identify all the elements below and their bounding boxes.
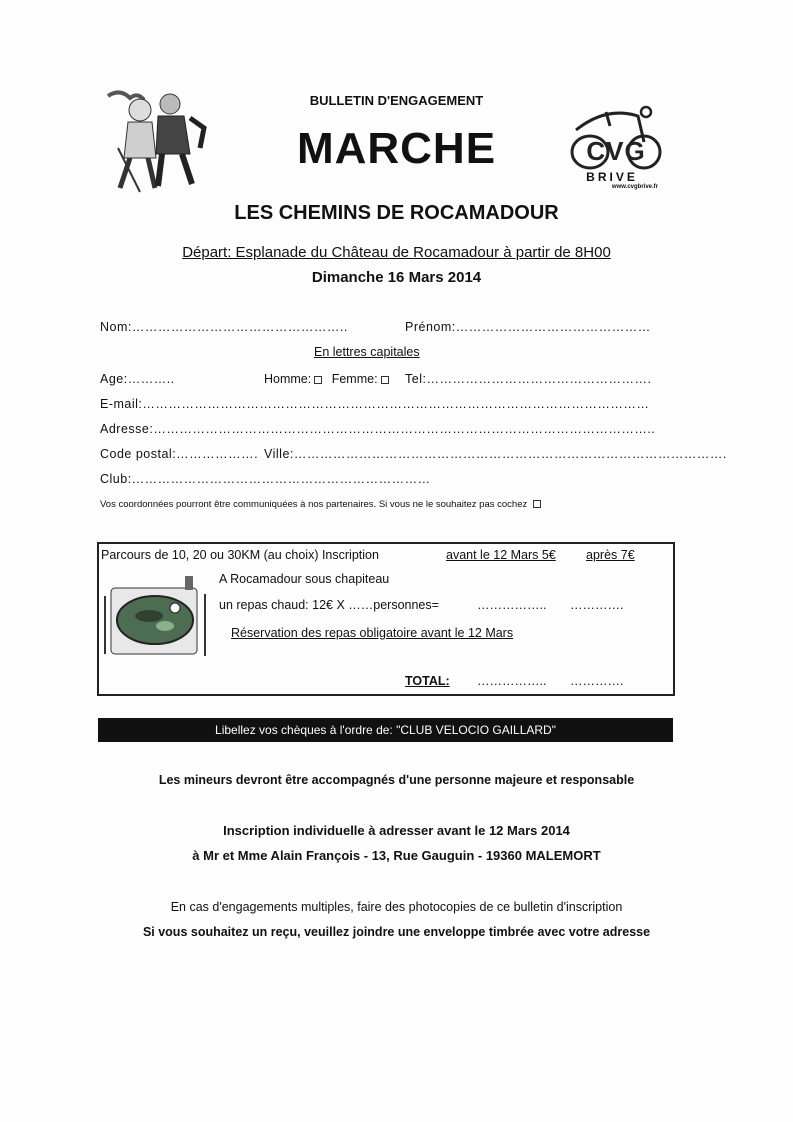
- partners-checkbox[interactable]: [533, 500, 541, 508]
- repas-text: un repas chaud: 12€ X ……personnes=: [219, 598, 439, 612]
- multiples-notice: En cas d'engagements multiples, faire des photocopies de ce bulletin d'inscription: [170, 900, 623, 914]
- capitals-note: En lettres capitales: [314, 345, 420, 359]
- page-title: MARCHE: [296, 124, 497, 173]
- depart-line: Départ: Esplanade du Château de Rocamadour à partir de 8H00: [182, 244, 611, 261]
- cheque-instructions-bar: Libellez vos chèques à l'ordre de: "CLUB VELOCIO GAILLARD": [98, 718, 673, 742]
- adresse-field[interactable]: Adresse:……………………………………………………………………………………………………..: [100, 422, 656, 436]
- mailing-address: à Mr et Mme Alain François - 13, Rue Gauguin - 19360 MALEMORT: [192, 848, 601, 863]
- pricing-box: [97, 542, 675, 696]
- logo-website: www.cvgbrive.fr: [611, 184, 658, 190]
- parcours-text: Parcours de 10, 20 ou 30KM (au choix) Inscription: [101, 548, 379, 562]
- repas-amount-1[interactable]: ……………..: [477, 598, 547, 612]
- event-title: LES CHEMINS DE ROCAMADOUR: [234, 202, 559, 224]
- total-label: TOTAL:: [405, 674, 450, 688]
- logo-city: BRIVE: [586, 170, 638, 184]
- price-before: avant le 12 Mars 5€: [446, 548, 556, 562]
- tel-field[interactable]: Tel:…………………………………………….: [405, 372, 652, 386]
- partners-note: Vos coordonnées pourront être communiquées à nos partenaires. Si vous ne le souhaitez pas cochez: [100, 499, 528, 510]
- nom-field[interactable]: Nom:…………………………………………..: [100, 320, 348, 334]
- cvg-brive-logo: [566, 102, 666, 202]
- email-field[interactable]: E-mail:………………………………………………………………………………………………………: [100, 397, 650, 411]
- total-amount-2[interactable]: ………….: [570, 674, 624, 688]
- inscription-deadline: Inscription individuelle à adresser avant le 12 Mars 2014: [223, 823, 570, 838]
- club-field[interactable]: Club:……………………………………………………………: [100, 472, 431, 486]
- femme-label: Femme:: [331, 372, 378, 386]
- mineurs-notice: Les mineurs devront être accompagnés d'une personne majeure et responsable: [158, 773, 635, 787]
- total-amount-1[interactable]: ……………..: [477, 674, 547, 688]
- partners-opt-out: [100, 499, 543, 510]
- homme-label: Homme:: [264, 372, 312, 386]
- meal-plate-icon: [101, 574, 213, 662]
- prenom-field[interactable]: Prénom:………………………………………: [405, 320, 651, 334]
- code-postal-field[interactable]: Code postal:……………….: [100, 447, 259, 461]
- logo-letters: CVG: [586, 136, 646, 166]
- repas-amount-2[interactable]: ………….: [570, 598, 624, 612]
- age-field[interactable]: Age:………..: [100, 372, 175, 386]
- reservation-note: Réservation des repas obligatoire avant le 12 Mars: [231, 626, 514, 640]
- homme-checkbox[interactable]: [314, 376, 322, 384]
- femme-checkbox[interactable]: [381, 376, 389, 384]
- event-date: Dimanche 16 Mars 2014: [311, 269, 482, 286]
- chapiteau-text: A Rocamadour sous chapiteau: [219, 572, 390, 586]
- receipt-notice: Si vous souhaitez un reçu, veuillez joindre une enveloppe timbrée avec votre adresse: [142, 925, 651, 939]
- ville-field[interactable]: Ville:……………………………………………………………………………………….: [264, 447, 727, 461]
- price-after: après 7€: [586, 548, 635, 562]
- sex-selector: [264, 372, 391, 386]
- bulletin-subtitle: BULLETIN D'ENGAGEMENT: [309, 93, 484, 108]
